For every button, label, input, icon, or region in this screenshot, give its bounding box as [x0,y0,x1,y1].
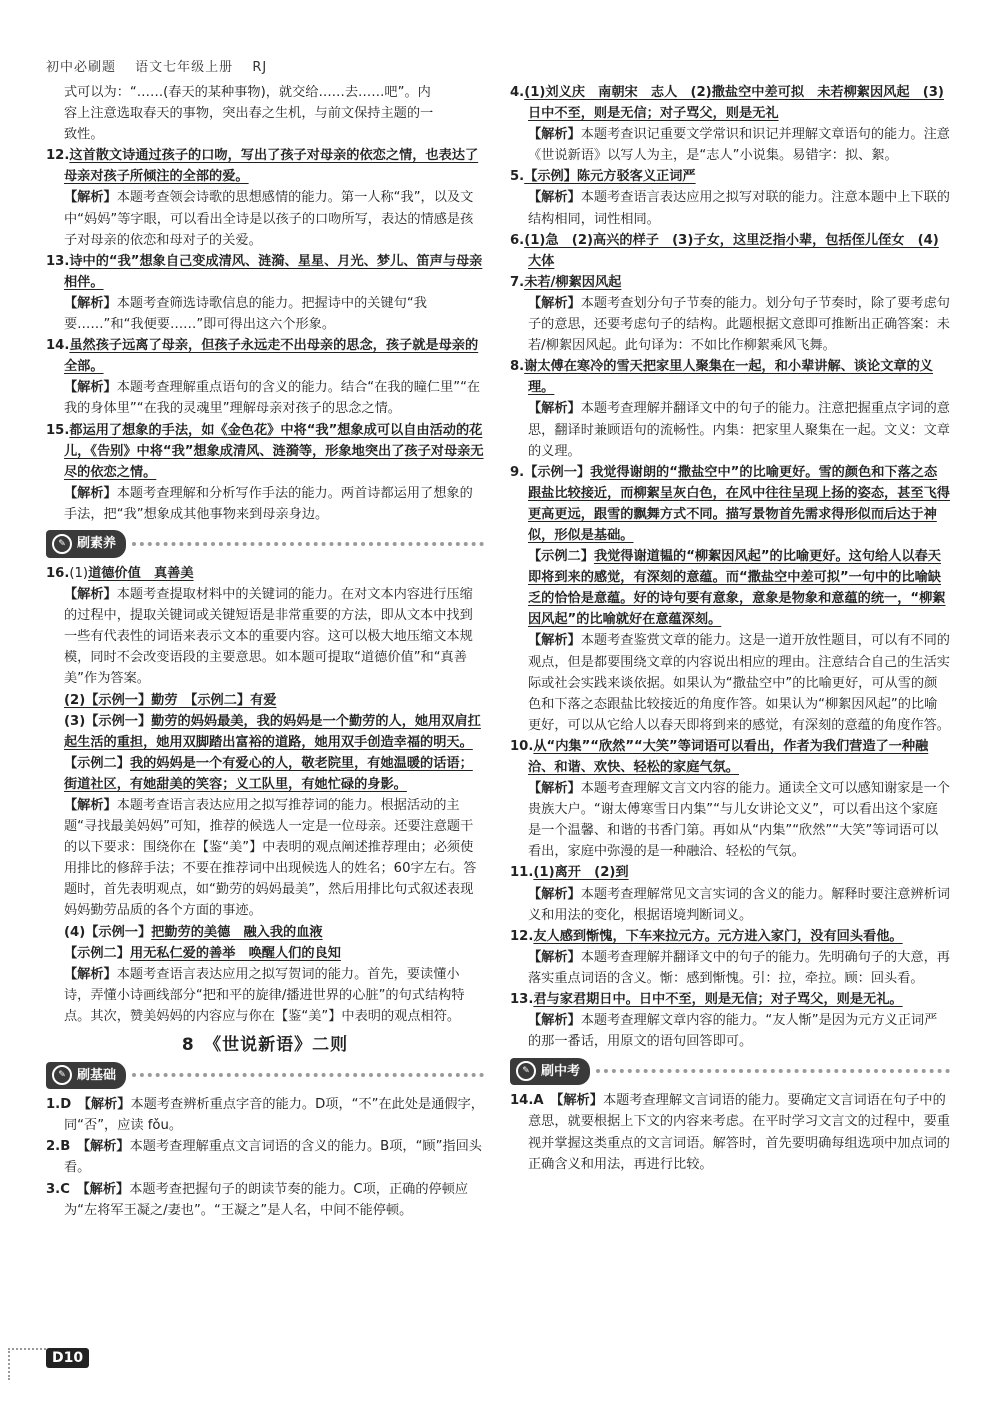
question-number: 12. [46,148,70,164]
answer-text: 【示例】陈元方驳客义正词严 [524,169,696,185]
page-corner-dots [8,1348,46,1380]
answer-text: 从“内集”“欣然”“大笑”等词语可以看出，作者为我们营造了一种融洽、和谐、欢快、轻松的家庭气氛。 [528,738,929,775]
text-line: 致性。 [64,127,104,143]
analysis-tag: 【解析】 [64,798,117,813]
answer-16-3b: 【示例二】我的妈妈是一个有爱心的人，敬老院里，有她温暖的话语；街道社区，有她甜美的笑容；义工队里，有她忙碌的身影。 [64,755,473,792]
answer-item-2: 2.B 【解析】本题考查理解重点文言词语的含义的能力。B项，“顾”指回头看。 [46,1139,482,1176]
analysis-11: 【解析】本题考查理解常见文言实词的含义的能力。解释时要注意辨析词义和用法的变化，根据语境判断词义。 [528,886,950,923]
answer-text: 勤劳的妈妈最美，我的妈妈是一个勤劳的人，她用双肩扛起生活的重担，她用双脚踏出富裕的道路，她用双手创造幸福的明天。 [64,713,481,750]
answer-text: 道德价值 真善美 [88,565,194,581]
page-number: D10 [46,1348,89,1368]
answer-text: 谢太傅在寒冷的雪天把家里人聚集在一起，和小辈讲解、谈论文章的义理。 [524,359,933,396]
choice-answer: C [60,1181,70,1197]
answer-item-14 [46,335,484,377]
analysis-15 [46,483,484,525]
answer-text: 都运用了想象的手法，如《金色花》中将“我”想象成可以自由活动的花儿，《告别》中将“我”想象成清风、涟漪等，形象地突出了孩子对母亲无尽的依恋之情。 [64,422,484,480]
answer-text: 这首散文诗通过孩子的口吻，写出了孩子对母亲的依恋之情，也表达了母亲对孩子所倾注的全部的爱。 [64,148,479,185]
answer-text: 友人感到惭愧，下车来拉元方。元方进入家门，没有回头看他。 [533,928,903,944]
analysis-text: 本题考查把握句子的朗读节奏的能力。C项，正确的停顿应为“左将军王凝之/妻也”。“王凝之”是人名，中间不能停顿。 [64,1181,469,1218]
answer-item-13 [46,251,484,293]
analysis-tag: 【解析】 [64,380,117,396]
analysis-13r: 【解析】本题考查理解文章内容的能力。“友人惭”是因为元方义正词严的那一番话，用原文的语句回答即可。 [528,1013,938,1050]
analysis-16-4 [46,964,484,1027]
analysis-tag: 【解析】 [64,295,117,311]
sub-number: (1) [69,565,89,581]
chapter-title: 8 《世说新语》二则 [181,1035,349,1056]
section-title: 刷素养 [77,536,117,552]
answer-item-7: 7.未若/柳絮因风起 [510,274,622,290]
answer-text: (1)急 (2)高兴的样子 (3)子女，这里泛指小辈，包括侄儿侄女 (4)大体 [524,232,939,269]
analysis-tag: 【解析】 [64,966,117,982]
analysis-text: 本题考查理解常见文言实词的含义的能力。解释时要注意辨析词义和用法的变化，根据语境判断词义。 [528,886,950,923]
answer-text: 我的妈妈是一个有爱心的人，敬老院里，有她温暖的话语；街道社区，有她甜美的笑容；义工队里，有她忙碌的身影。 [64,755,473,792]
text-line: 式可以为：“……(春天的某种事物)，就交给……去……吧”。内 [64,85,431,100]
section-header-zhongkao [510,1058,950,1084]
answer-item-11: 11.(1)离开 (2)到 [510,865,629,881]
series-name: 初中必刷题 [46,60,117,75]
answer-text: (1)离开 (2)到 [533,865,629,881]
analysis-text: 本题考查理解重点文言词语的含义的能力。B项，“顾”指回头看。 [64,1139,482,1176]
analysis-text: 本题考查辨析重点字音的能力。D项，“不”在此处是通假字，同“否”，应读 fǒu。 [64,1097,484,1134]
answer-item-6: 6.(1)急 (2)高兴的样子 (3)子女，这里泛指小辈，包括侄儿侄女 (4)大体 [510,232,939,269]
analysis-text: 本题考查划分句子节奏的能力。划分句子节奏时，除了要考虑句子的意思，还要考虑句子的结构。此题根据文意即可推断出正确答案：未若/柳絮因风起。此句译为：不如比作柳絮乘风飞舞。 [528,295,950,354]
analysis-12r: 【解析】本题考查理解并翻译文中的句子的能力。先明确句子的大意，再落实重点词语的含义。惭：感到惭愧。引：拉，牵拉。顾：回头看。 [528,949,950,986]
book-icon: ✎ [52,534,72,554]
analysis-text: 本题考查识记重要文学常识和识记并理解文章语句的能力。注意《世说新语》以写人为主，是“志人”小说集。易错字：拟、絮。 [528,127,950,164]
choice-answer: B [60,1139,71,1155]
analysis-text: 本题考查语言表达应用之拟写推荐词的能力。根据活动的主题“寻找最美妈妈”可知，推荐的候选人一定是一位母亲。还要注意题干的以下要求：围绕你在【鉴“美”】中表明的观点阐述推荐理由；必须使用排比的修辞手法；不要在推荐词中出现候选人的姓名；60字左右。答题时，首先表明观点，如“勤劳的妈妈最美”，然后用排比句式叙述表现妈妈勤劳品质的各个方面的事迹。 [64,798,477,919]
answer-text: 君与家君期日中。日中不至，则是无信；对子骂父，则是无礼。 [533,992,903,1008]
answer-16-3: (3)【示例一】勤劳的妈妈最美，我的妈妈是一个勤劳的人，她用双肩扛起生活的重担，她用双脚踏出富裕的道路，她用双手创造幸福的明天。 [64,713,481,750]
analysis-7: 【解析】本题考查划分句子节奏的能力。划分句子节奏时，除了要考虑句子的意思，还要考虑句子的结构。此题根据文意即可推断出正确答案：未若/柳絮因风起。此句译为：不如比作柳絮乘风飞舞。 [528,295,950,354]
answer-9b: 【示例二】我觉得谢道韫的“柳絮因风起”的比喻更好。这句给人以春天即将到来的感觉，有深刻的意蕴。而“撒盐空中差可拟”一句中的比喻缺乏的恰恰是意蕴。好的诗句要有意象，意象是物象和意蕴的统一，“柳絮因风起”的比喻就好在意蕴深刻。 [528,549,946,628]
question-number: 13. [46,253,70,269]
choice-answer: D [60,1097,72,1113]
analysis-text: 本题考查理解和分析写作手法的能力。两首诗都运用了想象的手法，把“我”想象成其他事物来到母亲身边。 [64,485,473,522]
answer-16-4b: 【示例二】用无私仁爱的善举 唤醒人们的良知 [64,945,341,961]
analysis-text: 本题考查鉴赏文章的能力。这是一道开放性题目，可以有不同的观点，但是都要围绕文章的内容说出相应的理由。注意结合自己的生活实际或社会实践来谈依据。如果认为“撒盐空中”的比喻更好，可从雪的颜色和下落之态跟盐比较接近的角度作答。如果认为“柳絮因风起”的比喻更好，可以从它给人以春天即将到来的感觉，有深刻的意蕴的角度作答。 [528,633,950,733]
analysis-text: 本题考查语言表达应用之拟写对联的能力。注意本题中上下联的结构相同，词性相同。 [528,190,950,227]
section-header-suyang [46,531,484,557]
analysis-text: 本题考查理解并翻译文中的句子的能力。先明确句子的大意，再落实重点词语的含义。惭：感到惭愧。引：拉，牵拉。顾：回头看。 [528,949,950,986]
answer-item-14r: 14.A 【解析】本题考查理解文言词语的能力。要确定文言词语在句子中的意思，就要根据上下文的内容来考虑。在平时学习文言文的过程中，要重视并掌握这类重点的文言词语。解答时，首先要明确每组选项中加点词的正确含义和用法，再进行比较。 [510,1093,950,1172]
analysis-text: 本题考查筛选诗歌信息的能力。把握诗中的关键句“我要……”和“我便要……”即可得出这六个形象。 [64,295,427,333]
question-number: 16. [46,565,70,581]
answer-item-10: 10.从“内集”“欣然”“大笑”等词语可以看出，作者为我们营造了一种融洽、和谐、欢快、轻松的家庭气氛。 [510,738,929,775]
analysis-text: 本题考查提取材料中的关键词的能力。在对文本内容进行压缩的过程中，提取关键词或关键短语是非常重要的方法，即从文本中找到一些有代表性的词语来表示文本的重要内容。这可以极大地压缩文本规模，同时不会改变语段的主要意思。如本题可提取“道德价值”和“真善美”作为答案。 [64,587,473,687]
book-icon: ✎ [52,1065,72,1085]
subject-name: 语文七年级上册 [135,60,234,75]
analysis-9: 【解析】本题考查鉴赏文章的能力。这是一道开放性题目，可以有不同的观点，但是都要围绕文章的内容说出相应的理由。注意结合自己的生活实际或社会实践来谈依据。如果认为“撒盐空中”的比喻更好，可从雪的颜色和下落之态跟盐比较接近的角度作答。如果认为“柳絮因风起”的比喻更好，可以从它给人以春天即将到来的感觉，有深刻的意蕴的角度作答。 [528,633,950,733]
analysis-10: 【解析】本题考查理解文言文内容的能力。通读全文可以感知谢家是一个贵族大户。“谢太傅寒雪日内集”“与儿女讲论文义”，可以看出这个家庭是一个温馨、和谐的书香门第。再如从“内集”“欣然”“大笑”等词语可以看出，家庭中弥漫的是一种融洽、轻松的气氛。 [528,781,950,860]
answer-text: 把勤劳的美德 融入我的血液 [151,924,323,940]
dotted-divider [596,1069,950,1073]
analysis-tag: 【解析】 [64,190,117,206]
question-number: 14. [46,338,70,354]
answer-item-15 [46,420,484,483]
analysis-8: 【解析】本题考查理解并翻译文中的句子的能力。注意把握重点字词的意思，翻译时兼顾语句的流畅性。内集：把家里人聚集在一起。文义：文章的义理。 [528,401,950,459]
analysis-tag: 【解析】 [64,587,117,603]
analysis-16-3 [46,795,484,922]
page-header [46,56,281,75]
analysis-tag: 【解析】 [64,485,117,501]
analysis-text: 本题考查理解文言词语的能力。要确定文言词语在句子中的意思，就要根据上下文的内容来考虑。在平时学习文言文的过程中，要重视并掌握这类重点的文言词语。解答时，首先要明确每组选项中加点词的正确含义和用法，再进行比较。 [528,1093,950,1172]
analysis-14 [46,377,484,419]
left-column [46,82,484,1221]
edition-label: RJ [252,60,268,75]
answer-16-4: (4)【示例一】把勤劳的美德 融入我的血液 [64,924,323,940]
answer-item-12r: 12.友人感到惭愧，下车来拉元方。元方进入家门，没有回头看他。 [510,928,903,944]
book-icon: ✎ [516,1061,536,1081]
analysis-12 [46,187,484,250]
section-title: 刷中考 [541,1063,581,1079]
answer-text: 未若/柳絮因风起 [524,274,622,290]
answer-item-16 [46,563,484,584]
dotted-divider [132,1073,484,1077]
answer-16-2: (2)【示例一】勤劳 【示例二】有爱 [64,692,277,708]
analysis-text: 本题考查理解重点语句的含义的能力。结合“在我的瞳仁里”“在我的身体里”“在我的灵魂里”理解母亲对孩子的思念之情。 [64,380,481,417]
answer-item-4: 4.(1)刘义庆 南朝宋 志人 (2)撒盐空中差可拟 未若柳絮因风起 (3)日中不至，则是无信；对子骂父，则是无礼 [510,85,944,122]
answer-text: (1)刘义庆 南朝宋 志人 (2)撒盐空中差可拟 未若柳絮因风起 (3)日中不至，则是无信；对子骂父，则是无礼 [524,85,944,122]
text-line: 容上注意选取春天的事物，突出春之生机，与前文保持主题的一 [64,106,434,122]
answer-item-8: 8.谢太傅在寒冷的雪天把家里人聚集在一起，和小辈讲解、谈论文章的义理。 [510,359,933,396]
answer-text: 诗中的“我”想象自己变成清风、涟漪、星星、月光、梦儿、笛声与母亲相伴。 [64,253,483,290]
answer-text: 我觉得谢朗的“撒盐空中”的比喻更好。雪的颜色和下落之态跟盐比较接近，而柳絮呈灰白色，在风中往往呈现上扬的姿态，甚至飞得更高更远，跟雪的飘舞方式不同。描写景物首先需求得形似而后达于神似，形似是基础。 [528,464,950,543]
section-title: 刷基础 [77,1067,117,1083]
section-header-jichu [46,1062,484,1088]
answer-text: 虽然孩子远离了母亲，但孩子永远走不出母亲的思念，孩子就是母亲的全部。 [64,338,479,375]
analysis-text: 本题考查领会诗歌的思想感情的能力。第一人称“我”，以及文中“妈妈”等字眼，可以看出全诗是以孩子的口吻所写，表达的情感是孩子对母亲的依恋和母对子的关爱。 [64,190,474,248]
analysis-text: 本题考查理解文章内容的能力。“友人惭”是因为元方义正词严的那一番话，用原文的语句回答即可。 [528,1013,938,1050]
analysis-5: 【解析】本题考查语言表达应用之拟写对联的能力。注意本题中上下联的结构相同，词性相同。 [528,190,950,227]
answer-text: 用无私仁爱的善举 唤醒人们的良知 [129,945,341,961]
analysis-4: 【解析】本题考查识记重要文学常识和识记并理解文章语句的能力。注意《世说新语》以写人为主，是“志人”小说集。易错字：拟、絮。 [528,127,950,164]
answer-item-13r: 13.君与家君期日中。日中不至，则是无信；对子骂父，则是无礼。 [510,992,903,1008]
answer-text: 我觉得谢道韫的“柳絮因风起”的比喻更好。这句给人以春天即将到来的感觉，有深刻的意蕴。而“撒盐空中差可拟”一句中的比喻缺乏的恰恰是意蕴。好的诗句要有意象，意象是物象和意蕴的统一，“柳絮因风起”的比喻就好在意蕴深刻。 [528,549,946,628]
analysis-16-1 [46,584,484,689]
answer-item-12 [46,145,484,187]
analysis-text: 本题考查理解文言文内容的能力。通读全文可以感知谢家是一个贵族大户。“谢太傅寒雪日内集”“与儿女讲论文义”，可以看出这个家庭是一个温馨、和谐的书香门第。再如从“内集”“欣然”“大笑”等词语可以看出，家庭中弥漫的是一种融洽、轻松的气氛。 [528,781,950,860]
answer-item-1: 1.D 【解析】本题考查辨析重点字音的能力。D项，“不”在此处是通假字，同“否”，应读 fǒu。 [46,1097,484,1134]
analysis-text: 本题考查语言表达应用之拟写贺词的能力。首先，要读懂小诗，弄懂小诗画线部分“把和平的旋律/播进世界的心脏”的句式结构特点。其次，赞美妈妈的内容应与你在【鉴“美”】中表明的观点相符。 [64,966,465,1024]
analysis-text: 本题考查理解并翻译文中的句子的能力。注意把握重点字词的意思，翻译时兼顾语句的流畅性。内集：把家里人聚集在一起。文义：文章的义理。 [528,401,950,459]
dotted-divider [132,542,484,546]
analysis-13 [46,293,484,335]
answer-item-5: 5.【示例】陈元方驳客义正词严 [510,169,696,185]
choice-answer: A [533,1093,544,1109]
answer-item-3: 3.C 【解析】本题考查把握句子的朗读节奏的能力。C项，正确的停顿应为“左将军王凝之/妻也”。“王凝之”是人名，中间不能停顿。 [46,1181,469,1218]
right-column [510,82,950,1175]
answer-item-9: 9.【示例一】我觉得谢朗的“撒盐空中”的比喻更好。雪的颜色和下落之态跟盐比较接近，而柳絮呈灰白色，在风中往往呈现上扬的姿态，甚至飞得更高更远，跟雪的飘舞方式不同。描写景物首先需求得形似而后达于神似，形似是基础。 [510,464,950,543]
question-number: 15. [46,422,70,438]
